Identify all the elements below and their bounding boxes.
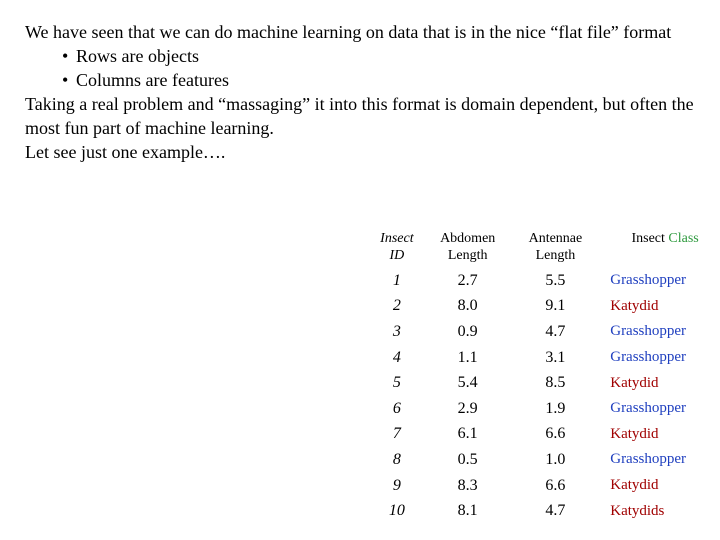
header-line: Length <box>535 248 576 263</box>
cell-insect-class: Grasshopper <box>610 400 687 417</box>
header-line: Antennae <box>528 231 583 246</box>
header-insect-id <box>365 230 429 268</box>
table-row <box>365 422 720 448</box>
header-line: Insect <box>380 231 414 246</box>
intro-line-2: Taking a real problem and “massaging” it into this format is domain dependent, but often the most fun part of machine learning. <box>25 94 694 138</box>
insect-table <box>365 230 720 524</box>
header-insect-class <box>604 230 720 268</box>
table-row <box>365 498 720 524</box>
cell-insect-id: 3 <box>392 322 401 340</box>
table-row <box>365 447 720 473</box>
table-header-row <box>365 230 720 268</box>
table-row <box>365 294 720 320</box>
intro-line-1: We have seen that we can do machine learning on data that is in the nice “flat file” format <box>25 22 672 42</box>
bullet-text: Rows are objects <box>76 46 199 66</box>
bullet-marker: • <box>62 46 69 66</box>
cell-abdomen-length: 2.9 <box>457 399 478 417</box>
cell-abdomen-length: 1.1 <box>457 348 478 366</box>
cell-antennae-length: 5.5 <box>545 271 566 289</box>
cell-insect-class: Grasshopper <box>610 451 687 468</box>
cell-insect-class: Katydids <box>610 502 665 519</box>
cell-antennae-length: 4.7 <box>545 322 566 340</box>
bullet-text: Columns are features <box>76 70 229 90</box>
cell-insect-id: 6 <box>392 399 401 417</box>
cell-antennae-length: 8.5 <box>545 374 566 392</box>
cell-antennae-length: 6.6 <box>545 476 566 494</box>
cell-insect-id: 5 <box>392 374 401 392</box>
header-line: Length <box>447 248 488 263</box>
cell-antennae-length: 6.6 <box>545 425 566 443</box>
table-row <box>365 396 720 422</box>
table-row <box>365 319 720 345</box>
header-line: ID <box>389 248 405 263</box>
cell-insect-id: 4 <box>392 348 401 366</box>
cell-insect-class: Grasshopper <box>610 272 687 289</box>
header-class-word: Class <box>668 231 699 246</box>
cell-insect-id: 7 <box>392 425 401 443</box>
bullet-marker: • <box>62 70 69 90</box>
bullet-rows <box>25 44 705 68</box>
cell-abdomen-length: 8.0 <box>457 297 478 315</box>
cell-abdomen-length: 8.1 <box>457 502 478 520</box>
cell-insect-class: Grasshopper <box>610 323 687 340</box>
cell-antennae-length: 3.1 <box>545 348 566 366</box>
header-antennae-length <box>507 230 605 268</box>
cell-insect-class: Katydid <box>610 374 659 391</box>
intro-text <box>25 20 705 164</box>
table-row <box>365 473 720 499</box>
cell-insect-id: 10 <box>388 502 405 520</box>
cell-antennae-length: 1.0 <box>545 450 566 468</box>
cell-abdomen-length: 8.3 <box>457 476 478 494</box>
cell-antennae-length: 1.9 <box>545 399 566 417</box>
cell-abdomen-length: 5.4 <box>457 374 478 392</box>
cell-antennae-length: 4.7 <box>545 502 566 520</box>
cell-insect-class: Katydid <box>610 297 659 314</box>
header-abdomen-length <box>429 230 507 268</box>
cell-abdomen-length: 2.7 <box>457 271 478 289</box>
cell-insect-id: 8 <box>392 450 401 468</box>
table-body <box>365 268 720 524</box>
table-row <box>365 370 720 396</box>
bullet-columns <box>25 68 705 92</box>
cell-insect-class: Katydid <box>610 477 659 494</box>
cell-insect-id: 1 <box>392 271 401 289</box>
table-row <box>365 268 720 294</box>
intro-line-3: Let see just one example…. <box>25 142 226 162</box>
header-class-prefix: Insect <box>631 231 669 246</box>
cell-insect-id: 9 <box>392 476 401 494</box>
cell-abdomen-length: 6.1 <box>457 425 478 443</box>
table-row <box>365 345 720 371</box>
cell-insect-class: Katydid <box>610 425 659 442</box>
cell-antennae-length: 9.1 <box>545 297 566 315</box>
cell-abdomen-length: 0.5 <box>457 450 478 468</box>
cell-insect-id: 2 <box>392 297 401 315</box>
cell-abdomen-length: 0.9 <box>457 322 478 340</box>
header-line: Abdomen <box>440 231 496 246</box>
cell-insect-class: Grasshopper <box>610 349 687 366</box>
